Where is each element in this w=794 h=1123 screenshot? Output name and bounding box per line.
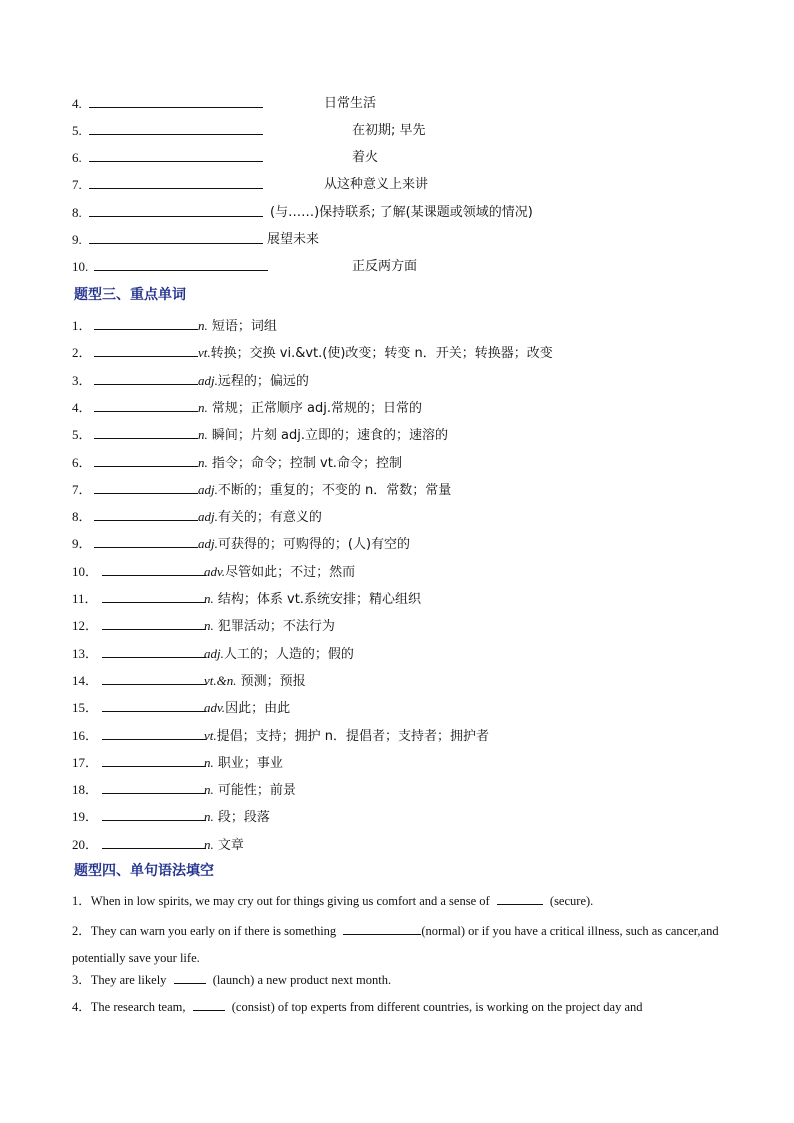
meaning-text: 因此；由此: [225, 701, 291, 717]
vocab-definition: [204, 780, 296, 801]
vocab-number: 16．: [72, 727, 99, 743]
answer-blank[interactable]: [102, 780, 206, 794]
part-of-speech: n.: [198, 318, 208, 333]
vocab-number: 14．: [72, 672, 99, 688]
vocab-number: 10．: [72, 563, 99, 579]
vocab-definition: [198, 425, 448, 446]
sentence-text-after: (launch) a new product next month.: [209, 973, 392, 987]
answer-blank[interactable]: [174, 970, 206, 984]
phrase-meaning: 着火: [352, 150, 379, 165]
sentence-text-before: They can warn you early on if there is something: [90, 924, 340, 938]
sentence-number: 1．: [72, 894, 91, 908]
phrase-meaning: 从这种意义上来讲: [324, 177, 429, 192]
vocab-row: [72, 534, 411, 554]
vocab-row: [72, 425, 448, 445]
meaning-text: 可获得的；可购得的；(人)有空的: [217, 537, 411, 553]
part-of-speech: n.: [198, 454, 208, 470]
sentence-number: 3．: [72, 973, 91, 987]
answer-blank[interactable]: [94, 453, 198, 467]
vocab-definition: [198, 453, 402, 474]
meaning-text: 远程的；偏远的: [217, 373, 309, 389]
meaning-text: 不断的；重复的；不变的 n．常数；常量: [217, 482, 452, 498]
vocab-definition: [198, 343, 553, 364]
meaning-text: 瞬间；片刻 adj.立即的；速食的；速溶的: [207, 428, 448, 444]
meaning-text: 提倡；支持；拥护 n．提倡者；支持者；拥护者: [216, 728, 490, 744]
vocab-row: [72, 644, 354, 664]
vocab-number: 2．: [72, 345, 92, 361]
phrase-row: [72, 257, 418, 277]
meaning-text: 结构；体系 vt.系统安排；精心组织: [213, 592, 421, 607]
part-of-speech: vt.&n.: [204, 672, 237, 688]
answer-blank[interactable]: [89, 203, 263, 217]
section-heading: 题型三、重点单词: [74, 287, 186, 303]
phrase-number: 6.: [72, 150, 82, 165]
phrase-row: [72, 175, 429, 195]
meaning-text: 转换；交换 vi.&vt.(使)改变；转变 n．开关；转换器；改变: [210, 346, 553, 362]
phrase-meaning: 在初期; 早先: [352, 123, 426, 138]
vocab-definition: [204, 835, 244, 856]
vocab-definition: [198, 316, 277, 337]
part-of-speech: n.: [198, 427, 208, 443]
vocab-definition: [198, 534, 410, 555]
vocab-number: 4．: [72, 399, 92, 415]
part-of-speech: adv.: [204, 700, 226, 716]
vocab-number: 3．: [72, 372, 92, 388]
vocab-row: [72, 780, 296, 800]
answer-blank[interactable]: [94, 343, 198, 357]
phrase-meaning: 日常生活: [324, 96, 377, 111]
section-heading: 题型四、单句语法填空: [74, 863, 214, 879]
part-of-speech: adj.: [198, 372, 218, 388]
sentence-text-before: The research team,: [90, 1000, 189, 1014]
vocab-number: 9．: [72, 536, 92, 552]
phrase-number: 8.: [72, 205, 82, 220]
vocab-number: 17．: [72, 754, 99, 770]
vocab-row: [72, 507, 322, 527]
phrase-number: 4.: [72, 96, 82, 111]
part-of-speech: n.: [204, 754, 214, 770]
sentence-text-after: (normal) or if you have a critical illness, such as cancer,and potentially save your life.: [72, 924, 719, 965]
vocab-number: 1．: [72, 318, 92, 333]
vocab-definition: [204, 726, 489, 747]
sentence-text-before: They are likely: [90, 973, 170, 987]
vocab-row: [72, 316, 277, 336]
part-of-speech: adj.: [198, 509, 218, 525]
answer-blank[interactable]: [193, 997, 225, 1011]
meaning-text: 文章: [213, 837, 244, 853]
phrase-row: [72, 148, 379, 168]
part-of-speech: n.: [204, 836, 214, 852]
answer-blank[interactable]: [497, 891, 543, 905]
phrase-number: 7.: [72, 177, 82, 192]
answer-blank[interactable]: [89, 94, 263, 108]
part-of-speech: n.: [198, 399, 208, 415]
vocab-definition: [204, 753, 283, 774]
vocab-number: 15．: [72, 700, 99, 716]
vocab-row: [72, 562, 356, 582]
answer-blank[interactable]: [94, 507, 198, 521]
part-of-speech: adv.: [204, 563, 226, 579]
phrase-number: 5.: [72, 123, 82, 138]
vocab-definition: [204, 807, 270, 828]
answer-blank[interactable]: [94, 371, 198, 385]
vocab-number: 8．: [72, 509, 92, 525]
meaning-text: 职业；事业: [213, 755, 283, 771]
part-of-speech: n.: [204, 809, 214, 825]
sentence-number: 4．: [72, 1000, 91, 1014]
vocab-number: 19．: [72, 809, 99, 825]
vocab-number: 20．: [72, 836, 99, 852]
answer-blank[interactable]: [94, 316, 198, 330]
vocab-row: [72, 398, 422, 418]
vocab-definition: [204, 616, 335, 637]
meaning-text: 可能性；前景: [213, 783, 296, 799]
vocab-row: [72, 753, 283, 773]
vocab-definition: [198, 507, 322, 528]
sentence-item: [72, 891, 732, 911]
sentence-number: 2．: [72, 924, 91, 938]
phrase-meaning: 正反两方面: [352, 259, 418, 274]
vocab-row: [72, 371, 309, 391]
answer-blank[interactable]: [102, 562, 206, 576]
vocab-number: 18．: [72, 782, 99, 798]
vocab-number: 7．: [72, 481, 92, 497]
meaning-text: 段；段落: [213, 810, 270, 826]
meaning-text: 指令；命令；控制 vt.命令；控制: [207, 455, 402, 471]
meaning-text: 有关的；有意义的: [217, 510, 322, 526]
vocab-definition: [204, 671, 306, 692]
vocab-number: 13．: [72, 645, 99, 661]
meaning-text: 常规；正常顺序 adj.常规的；日常的: [207, 400, 422, 416]
phrase-row: [72, 230, 320, 250]
answer-blank[interactable]: [89, 148, 263, 162]
vocab-row: [72, 807, 270, 827]
answer-blank[interactable]: [102, 753, 206, 767]
vocab-number: 5．: [72, 427, 92, 443]
phrase-row: [72, 203, 533, 223]
vocab-row: [72, 726, 490, 746]
vocab-definition: [204, 698, 290, 719]
vocab-definition: [198, 480, 451, 501]
answer-blank[interactable]: [94, 534, 198, 548]
meaning-text: 预测；预报: [236, 673, 306, 689]
phrase-meaning: (与……)保持联系; 了解(某课题或领域的情况): [270, 205, 533, 220]
sentence-item: [72, 918, 732, 972]
phrase-meaning: 展望未来: [267, 232, 320, 247]
vocab-definition: [204, 589, 421, 610]
answer-blank[interactable]: [102, 807, 206, 821]
part-of-speech: n.: [204, 591, 214, 606]
answer-blank[interactable]: [102, 589, 206, 603]
answer-blank[interactable]: [102, 835, 206, 849]
answer-blank[interactable]: [94, 480, 198, 494]
vocab-number: 11．: [72, 591, 98, 606]
sentence-text-after: (secure).: [546, 894, 594, 908]
phrase-row: [72, 121, 426, 141]
vocab-number: 6．: [72, 454, 92, 470]
vocab-row: [72, 480, 452, 500]
answer-blank[interactable]: [89, 230, 263, 244]
answer-blank[interactable]: [94, 398, 198, 412]
part-of-speech: vt.: [198, 345, 211, 361]
part-of-speech: adj.: [198, 481, 218, 497]
vocab-row: [72, 671, 306, 691]
vocab-definition: [198, 371, 309, 392]
vocab-row: [72, 616, 335, 636]
answer-blank[interactable]: [89, 175, 263, 189]
sentence-item: [72, 970, 732, 990]
answer-blank[interactable]: [94, 257, 268, 271]
answer-blank[interactable]: [343, 921, 421, 935]
meaning-text: 人工的；人造的；假的: [223, 646, 354, 662]
vocab-definition: [204, 562, 355, 583]
vocab-definition: [204, 644, 354, 665]
answer-blank[interactable]: [89, 121, 263, 135]
vocab-row: [72, 835, 244, 855]
vocab-row: [72, 453, 402, 473]
sentence-item: [72, 997, 732, 1017]
part-of-speech: n.: [204, 782, 214, 798]
part-of-speech: vt.: [204, 727, 217, 743]
part-of-speech: adj.: [198, 536, 218, 552]
phrase-number: 10.: [72, 259, 89, 274]
answer-blank[interactable]: [102, 644, 206, 658]
sentence-text-before: When in low spirits, we may cry out for things giving us comfort and a sense of: [90, 894, 493, 908]
answer-blank[interactable]: [102, 698, 206, 712]
sentence-text-after: (consist) of top experts from different countries, is working on the project day and: [228, 1000, 643, 1014]
part-of-speech: n.: [204, 618, 214, 634]
meaning-text: 短语；词组: [207, 319, 277, 334]
vocab-number: 12．: [72, 618, 99, 634]
vocab-row: [72, 343, 553, 363]
meaning-text: 犯罪活动；不法行为: [213, 619, 335, 635]
vocab-definition: [198, 398, 422, 419]
answer-blank[interactable]: [94, 425, 198, 439]
answer-blank[interactable]: [102, 616, 206, 630]
answer-blank[interactable]: [102, 671, 206, 685]
meaning-text: 尽管如此；不过；然而: [225, 564, 356, 580]
vocab-row: [72, 589, 421, 609]
phrase-row: [72, 94, 377, 114]
phrase-number: 9.: [72, 232, 82, 247]
vocab-row: [72, 698, 291, 718]
answer-blank[interactable]: [102, 726, 206, 740]
part-of-speech: adj.: [204, 645, 224, 661]
